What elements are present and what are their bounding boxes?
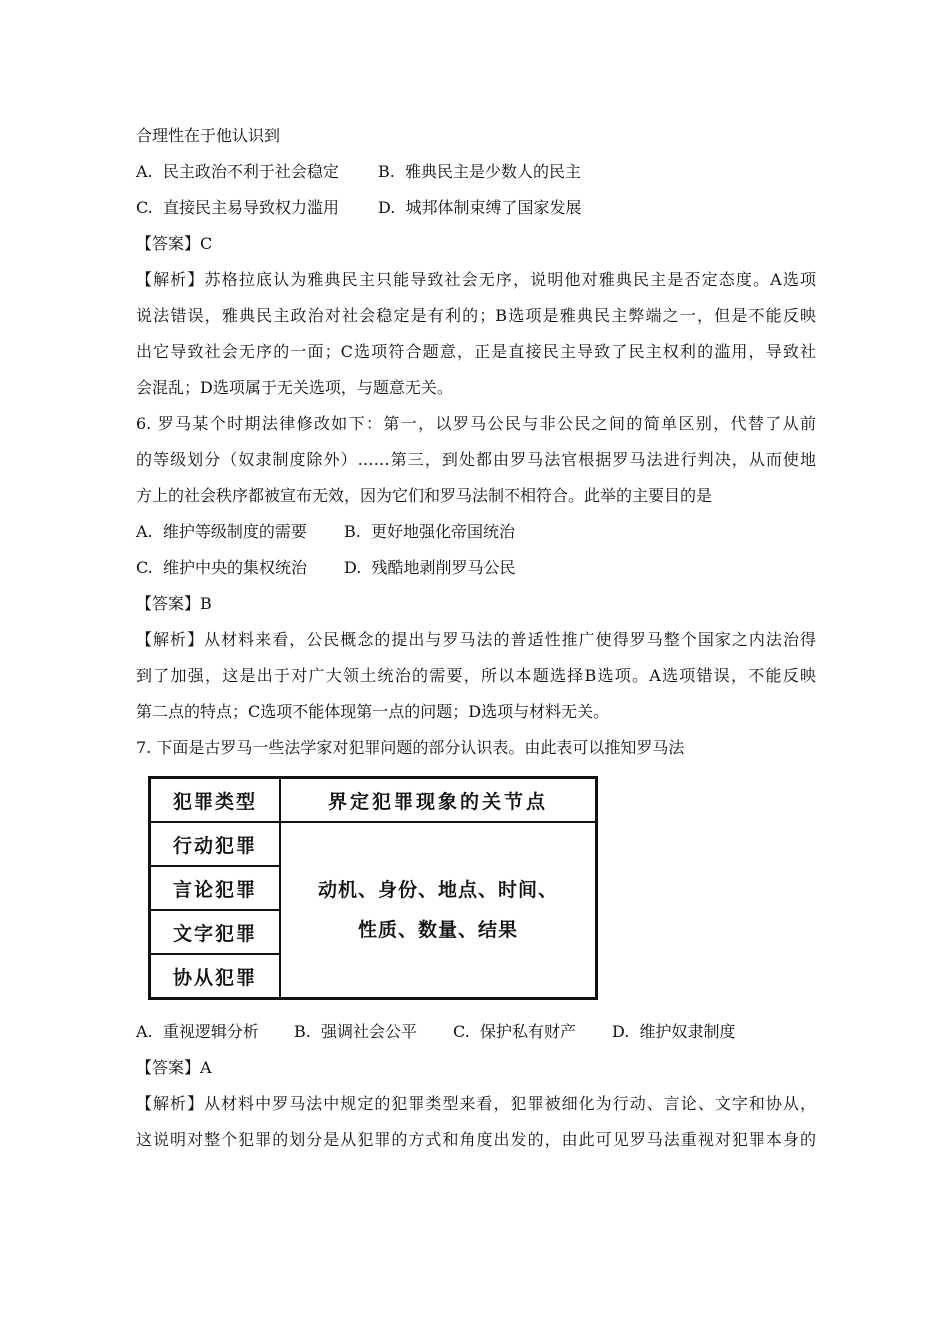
table-header-type: 犯罪类型	[150, 778, 281, 823]
q5-option-d: D. 城邦体制束缚了国家发展	[378, 198, 582, 217]
q5-option-b: B. 雅典民主是少数人的民主	[378, 162, 582, 181]
q7-analysis-line: 【解析】从材料中罗马法中规定的犯罪类型来看，犯罪被细化为行动、言论、文字和协从，	[136, 1094, 816, 1113]
q7-option-c: C. 保护私有财产	[453, 1022, 576, 1041]
q7-options-row	[136, 1014, 816, 1050]
q6-stem-line: 方上的社会秩序都被宣布无效，因为它们和罗马法制不相符合。此举的主要目的是	[136, 486, 713, 505]
q5-option-a: A. 民主政治不利于社会稳定	[136, 162, 339, 181]
q6-option-d: D. 残酷地剥削罗马公民	[344, 558, 516, 577]
q6-stem-line: 6. 罗马某个时期法律修改如下：第一，以罗马公民与非公民之间的简单区别，代替了从前	[136, 414, 816, 433]
q7-option-a: A. 重视逻辑分析	[136, 1022, 259, 1041]
q6-options-row-1	[136, 514, 816, 550]
q6-stem-line: 的等级划分（奴隶制度除外）……第三，到处都由罗马法官根据罗马法进行判决，从而使地	[136, 450, 816, 469]
q6-analysis-line: 【解析】从材料来看，公民概念的提出与罗马法的普适性推广使得罗马整个国家之内法治得	[136, 630, 816, 649]
q6-answer: 【答案】B	[136, 594, 212, 613]
q5-analysis-line: 出它导致社会无序的一面；C选项符合题意，正是直接民主导致了民主权利的滥用，导致社	[136, 342, 816, 361]
q6-analysis-line: 到了加强，这是出于对广大领土统治的需要，所以本题选择B选项。A选项错误，不能反映	[136, 666, 816, 685]
document-page	[136, 118, 816, 1158]
q7-stem: 7. 下面是古罗马一些法学家对犯罪问题的部分认识表。由此表可以推知罗马法	[136, 738, 685, 757]
q5-options-row-2	[136, 190, 816, 226]
key-points-line: 动机、身份、地点、时间、	[317, 879, 558, 901]
q5-analysis-line: 说法错误，雅典民主政治对社会稳定是有利的；B选项是雅典民主弊端之一，但是不能反映	[136, 306, 816, 325]
q7-answer: 【答案】A	[136, 1058, 212, 1077]
crime-classification-table	[148, 776, 598, 998]
q5-analysis-line: 会混乱；D选项属于无关选项，与题意无关。	[136, 378, 453, 397]
q7-option-d: D. 维护奴隶制度	[612, 1022, 736, 1041]
crime-type-cell: 行动犯罪	[150, 822, 281, 866]
table-header-points: 界定犯罪现象的关节点	[280, 778, 597, 823]
q7-option-b: B. 强调社会公平	[294, 1022, 418, 1041]
q6-option-a: A. 维护等级制度的需要	[136, 522, 307, 541]
q6-option-c: C. 维护中央的集权统治	[136, 558, 307, 577]
crime-type-cell: 协从犯罪	[150, 954, 281, 999]
q6-analysis-line: 第二点的特点；C选项不能体现第一点的问题；D选项与材料无关。	[136, 702, 610, 721]
crime-type-cell: 文字犯罪	[150, 910, 281, 954]
q5-answer: 【答案】C	[136, 234, 213, 253]
crime-type-cell: 言论犯罪	[150, 866, 281, 910]
q5-analysis-line: 【解析】苏格拉底认为雅典民主只能导致社会无序，说明他对雅典民主是否定态度。A选项	[136, 270, 816, 289]
key-points-cell	[280, 822, 597, 999]
crime-table	[148, 776, 598, 1000]
q5-option-c: C. 直接民主易导致权力滥用	[136, 198, 339, 217]
q5-options-row-1	[136, 154, 816, 190]
key-points-line: 性质、数量、结果	[357, 919, 518, 941]
q5-stem: 合理性在于他认识到	[136, 126, 281, 145]
q6-options-row-2	[136, 550, 816, 586]
q6-option-b: B. 更好地强化帝国统治	[344, 522, 516, 541]
q7-analysis-line: 这说明对整个犯罪的划分是从犯罪的方式和角度出发的，由此可见罗马法重视对犯罪本身的	[136, 1130, 816, 1149]
